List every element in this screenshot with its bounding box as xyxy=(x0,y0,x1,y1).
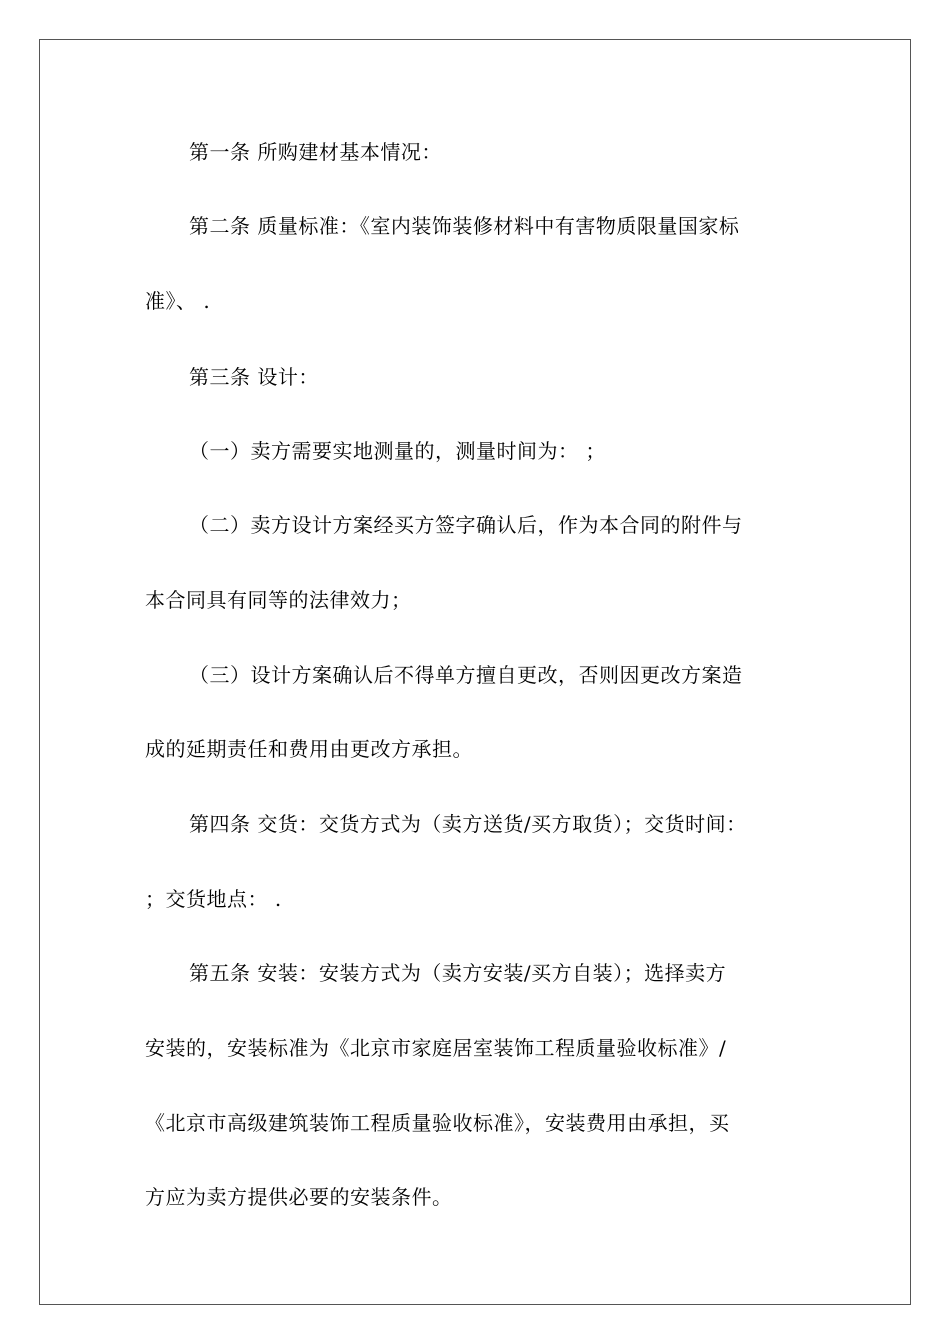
article-5-line-1: 第五条 安装：安装方式为（卖方安装/买方自装）；选择卖方 xyxy=(189,961,727,985)
article-5-line-4: 方应为卖方提供必要的安装条件。 xyxy=(145,1185,453,1209)
article-3-item-3-line-2: 成的延期责任和费用由更改方承担。 xyxy=(145,737,473,761)
article-1-line: 第一条 所购建材基本情况： xyxy=(189,140,442,164)
article-3-item-1: （一）卖方需要实地测量的，测量时间为： ； xyxy=(189,439,606,463)
article-3-item-2-line-1: （二）卖方设计方案经买方签字确认后，作为本合同的附件与 xyxy=(189,513,743,537)
article-3-line: 第三条 设计： xyxy=(189,365,319,389)
article-4-line-2: ；交货地点： . xyxy=(145,887,282,911)
article-2-line-1: 第二条 质量标准：《室内装饰装修材料中有害物质限量国家标 xyxy=(189,214,740,238)
article-3-item-2-line-2: 本合同具有同等的法律效力； xyxy=(145,588,412,612)
article-5-line-2: 安装的，安装标准为《北京市家庭居室装饰工程质量验收标准》/ xyxy=(145,1036,727,1060)
article-5-line-3: 《北京市高级建筑装饰工程质量验收标准》，安装费用由承担，买 xyxy=(145,1111,730,1135)
article-4-line-1: 第四条 交货：交货方式为（卖方送货/买方取货）；交货时间： xyxy=(189,812,747,836)
article-2-line-2: 准》、 . xyxy=(145,289,211,313)
article-3-item-3-line-1: （三）设计方案确认后不得单方擅自更改，否则因更改方案造 xyxy=(189,663,743,687)
